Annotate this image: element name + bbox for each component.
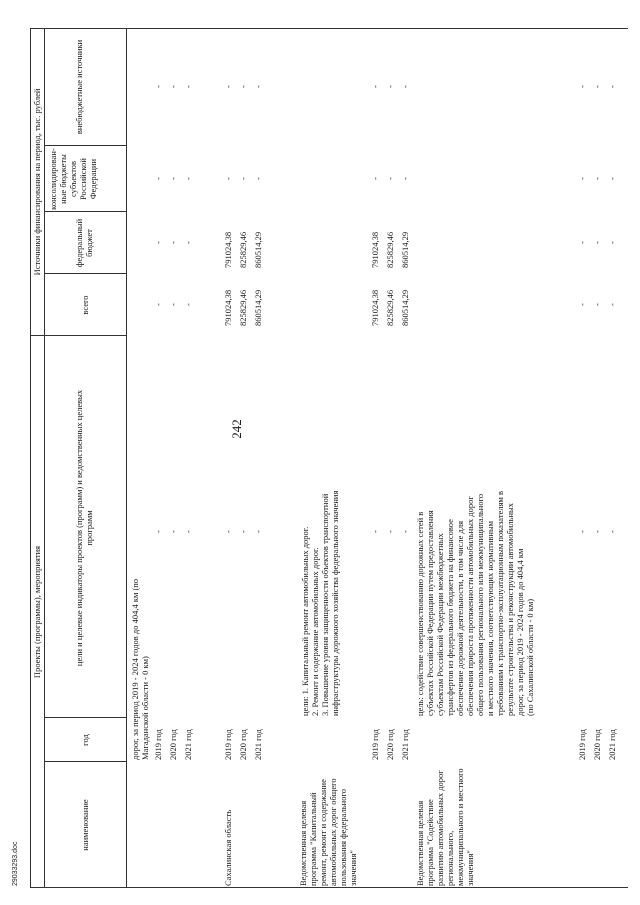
goal-cell: -: [168, 530, 178, 533]
regional-cell: -: [370, 177, 380, 180]
header-group-line: [44, 28, 45, 888]
federal-cell: 825829,46: [385, 231, 395, 268]
col-divider-goals: [30, 335, 126, 336]
year-cell: 2021 год: [253, 729, 263, 760]
goal-line: требованиям к транспортно-эксплуатационным показателям в: [495, 490, 505, 716]
goal-line: Магаданской области - 0 км): [140, 656, 150, 760]
extra-cell: -: [400, 85, 410, 88]
goal-cell: -: [238, 530, 248, 533]
year-cell: 2020 год: [238, 729, 248, 760]
total-cell: -: [607, 303, 617, 306]
goal-line: субъектам Российской Федерации межбюджетных: [435, 533, 445, 716]
extra-cell: -: [607, 85, 617, 88]
goal-line: обеспечения прироста протяженности автомобильных дорог: [465, 496, 475, 716]
header-group-financing: Источники финансирования на период, тыс. рублей: [32, 88, 42, 276]
goal-line: обеспечение дорожной деятельности, в том числе для: [455, 520, 465, 716]
extra-cell: -: [238, 85, 248, 88]
goal-cell: -: [577, 530, 587, 533]
header-name: наименование: [80, 799, 90, 851]
goal-line: и местного значения, соответствующих нормативным: [485, 520, 495, 716]
federal-cell: 825829,46: [238, 231, 248, 268]
goal-line: 3. Повышение уровня защищенности объектов транспортной: [320, 493, 330, 716]
goal-line: 2. Ремонт и содержание автомобильных дорог.: [310, 547, 320, 716]
row-name: Ведомственная целевая программа "Содействие развитию автомобильных дорог регионального, межмуниципального и местного значения": [415, 768, 475, 886]
header-group-projects: Проекты (программы), мероприятия: [32, 545, 42, 679]
extra-cell: -: [168, 85, 178, 88]
goal-line: инфраструктуры дорожного хозяйства федерального значения: [330, 490, 340, 716]
extra-cell: -: [385, 85, 395, 88]
regional-cell: -: [400, 177, 410, 180]
regional-cell: -: [223, 177, 233, 180]
regional-cell: -: [385, 177, 395, 180]
year-cell: 2019 год: [153, 729, 163, 760]
goal-line: субъектах Российской Федерации путем предоставления: [425, 510, 435, 716]
total-cell: -: [153, 303, 163, 306]
goal-cell: -: [253, 530, 263, 533]
total-cell: -: [168, 303, 178, 306]
federal-cell: -: [153, 241, 163, 244]
goal-line: цель: содействие совершенствованию дорожных сетей в: [415, 511, 425, 716]
page-number: 242: [229, 419, 244, 439]
row-name: Сахалинская область: [223, 809, 233, 886]
goal-line: дорог, за период 2019 - 2024 годов до 404,4 км (по: [130, 578, 140, 760]
goal-cell: -: [183, 530, 193, 533]
header-goals: цели и целевые индикаторы проектов (программ) и ведомственных целевых программ: [74, 389, 94, 667]
year-cell: 2020 год: [168, 729, 178, 760]
year-cell: 2021 год: [400, 729, 410, 760]
header-bottom-line: [126, 28, 127, 888]
total-cell: 860514,29: [253, 289, 263, 326]
header-year: год: [80, 734, 90, 746]
table-border-top: [30, 28, 31, 888]
extra-cell: -: [253, 85, 263, 88]
goal-cell: -: [400, 530, 410, 533]
goal-line: общего пользования регионального или межмуниципального: [475, 493, 485, 716]
header-total: всего: [80, 295, 90, 315]
file-name: 29033293.doc: [12, 841, 19, 886]
total-cell: 825829,46: [385, 289, 395, 326]
goal-cell: -: [153, 530, 163, 533]
year-cell: 2019 год: [223, 729, 233, 760]
federal-cell: -: [607, 241, 617, 244]
goal-cell: -: [223, 530, 233, 533]
goal-cell: -: [607, 530, 617, 533]
federal-cell: 791024,38: [370, 231, 380, 268]
total-cell: 791024,38: [223, 289, 233, 326]
year-cell: 2021 год: [183, 729, 193, 760]
header-extra: внебюджетные источники: [74, 39, 84, 135]
goal-line: дорог, за период 2019 - 2024 годов до 404,4 км: [515, 548, 525, 716]
table-border-left: [30, 887, 628, 888]
financing-table: [30, 28, 628, 888]
extra-cell: -: [183, 85, 193, 88]
total-cell: -: [577, 303, 587, 306]
total-cell: 791024,38: [370, 289, 380, 326]
goal-line: (по Сахалинской области - 0 км): [525, 598, 535, 716]
federal-cell: 860514,29: [400, 231, 410, 268]
regional-cell: -: [577, 177, 587, 180]
total-cell: -: [592, 303, 602, 306]
header-regional: консолидирован-ные бюджеты субъектов Российской Федерации: [48, 148, 98, 210]
regional-cell: -: [168, 177, 178, 180]
regional-cell: -: [607, 177, 617, 180]
regional-cell: -: [592, 177, 602, 180]
table-border-right: [30, 28, 628, 29]
regional-cell: -: [253, 177, 263, 180]
row-name: Ведомственная целевая программа "Капитальный ремонт, ремонт и содержание автомобильных дорог общего пользования федерального значения": [298, 778, 358, 886]
regional-cell: -: [153, 177, 163, 180]
extra-cell: -: [577, 85, 587, 88]
goal-line: цели: 1. Капитальный ремонт автомобильных дорог.: [300, 526, 310, 716]
year-cell: 2020 год: [592, 729, 602, 760]
year-cell: 2019 год: [370, 729, 380, 760]
federal-cell: -: [577, 241, 587, 244]
federal-cell: -: [168, 241, 178, 244]
extra-cell: -: [153, 85, 163, 88]
federal-cell: -: [183, 241, 193, 244]
goal-cell: -: [592, 530, 602, 533]
goal-cell: -: [385, 530, 395, 533]
extra-cell: -: [592, 85, 602, 88]
total-cell: 860514,29: [400, 289, 410, 326]
regional-cell: -: [238, 177, 248, 180]
year-cell: 2021 год: [607, 729, 617, 760]
federal-cell: -: [592, 241, 602, 244]
header-federal: федеральный бюджет: [74, 218, 94, 268]
total-cell: -: [183, 303, 193, 306]
year-cell: 2020 год: [385, 729, 395, 760]
goal-cell: -: [370, 530, 380, 533]
goal-line: трансфертов из федерального бюджета на финансовое: [445, 519, 455, 716]
regional-cell: -: [183, 177, 193, 180]
total-cell: 825829,46: [238, 289, 248, 326]
federal-cell: 860514,29: [253, 231, 263, 268]
year-cell: 2019 год: [577, 729, 587, 760]
extra-cell: -: [370, 85, 380, 88]
extra-cell: -: [223, 85, 233, 88]
federal-cell: 791024,38: [223, 231, 233, 268]
goal-line: результате строительства и реконструкции автомобильных: [505, 503, 515, 716]
